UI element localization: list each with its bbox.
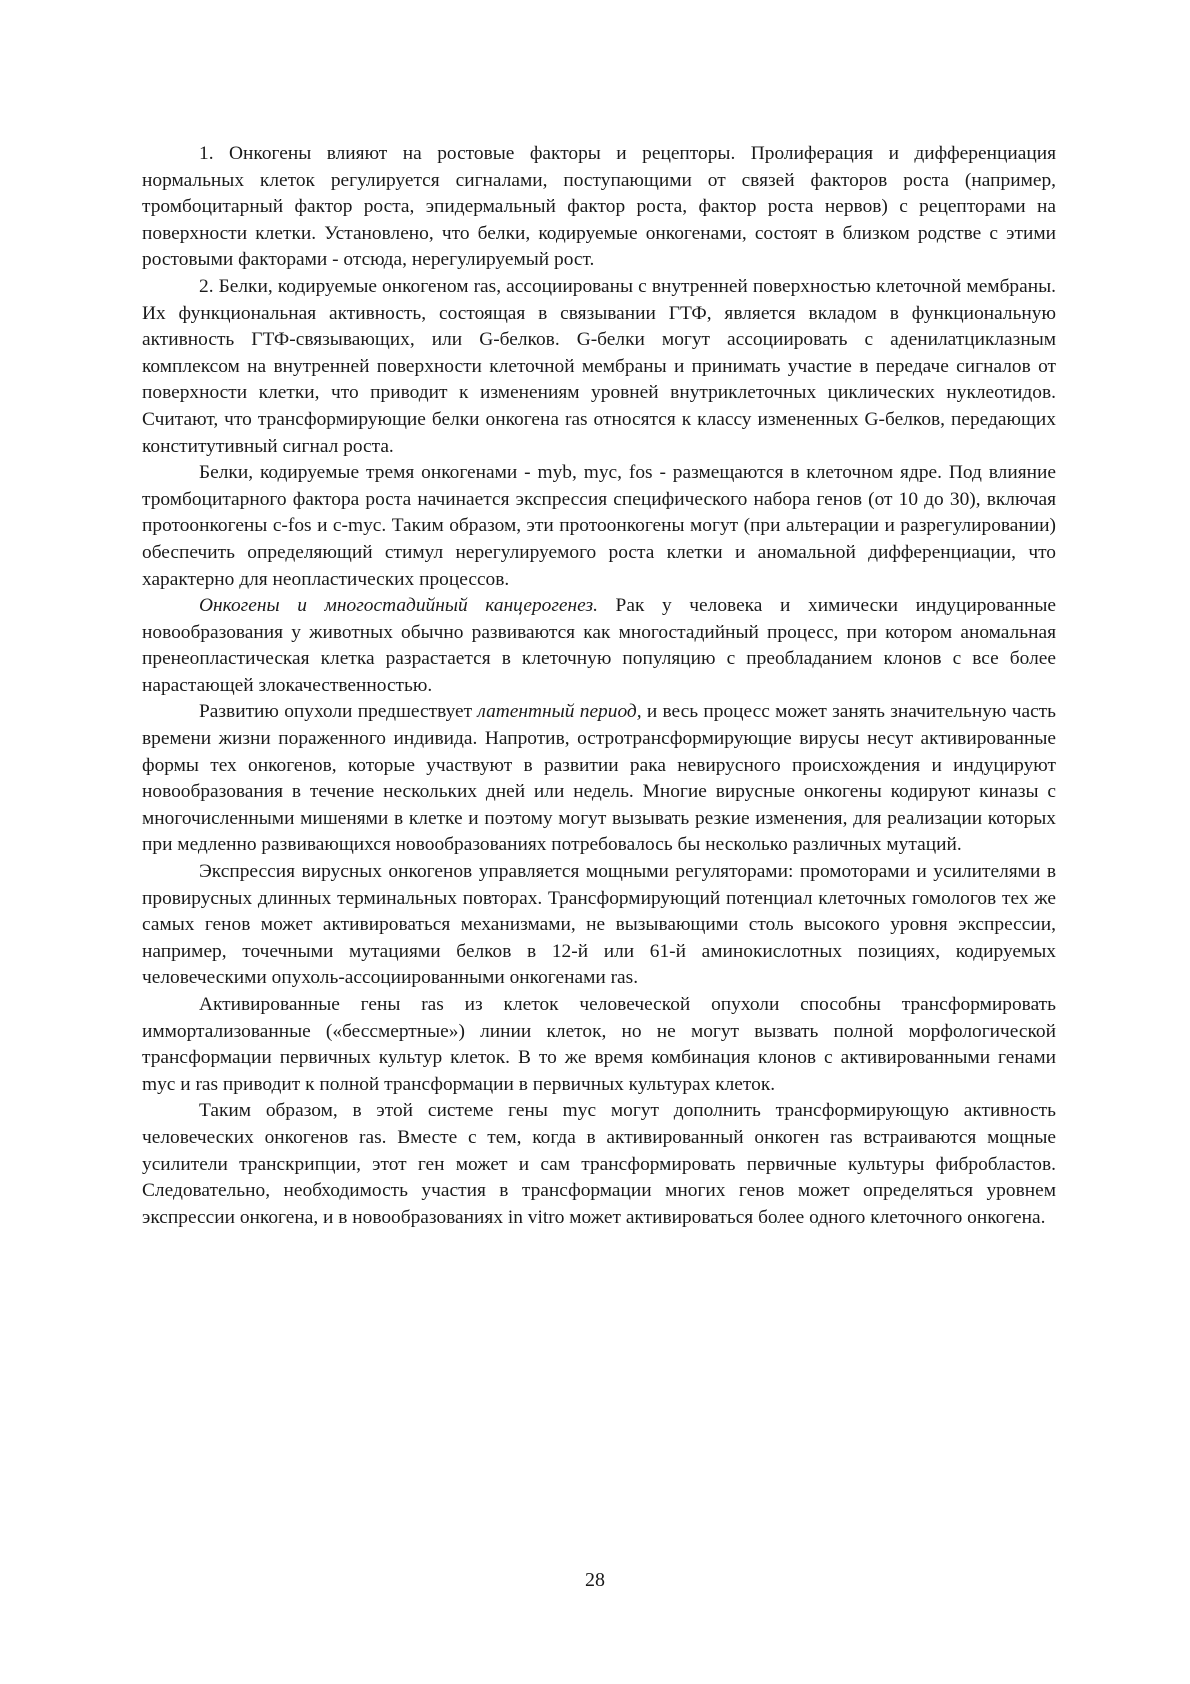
paragraph-6 bbox=[142, 859, 1056, 992]
page-number: 28 bbox=[585, 1569, 605, 1591]
paragraph-3 bbox=[142, 460, 1056, 593]
paragraph-4 bbox=[142, 593, 1056, 699]
paragraph-text: и весь процесс может занять значительную часть времени жизни пораженного индивида. Напротив, остротрансформирующие вирусы несут активированные формы тех онкогенов, которые участвуют в развитии рака невирусного происхождения и индуцируют новообразования в течение нескольких дней или недель. Многие вирусные онкогены кодируют киназы с многочисленными мишенями в клетке и поэтому могут вызывать резкие изменения, для реализации которых при медленно развивающихся новообразованиях потребовалось бы несколько различных мутаций. bbox=[142, 701, 1056, 856]
paragraph-text: 1. Онкогены влияют на ростовые факторы и рецепторы. Пролиферация и дифференциация нормальных клеток регулируется сигналами, поступающими от связей факторов роста (например, тромбоцитарный фактор роста, эпидермальный фактор роста, фактор роста нервов) с рецепторами на поверхности клетки. Установлено, что белки, кодируемые онкогенами, состоят в близком родстве с этими ростовыми факторами - отсюда, нерегулируемый рост. bbox=[142, 143, 1056, 271]
paragraph-text: 2. Белки, кодируемые онкогеном ras, ассоциированы с внутренней поверхностью клеточной мембраны. Их функциональная активность, состоящая в связывании ГТФ, является вкладом в функциональную активность ГТФ-связывающих, или G-белков. G-белки могут ассоциировать с аденилатциклазным комплексом на внутренней поверхности клеточной мембраны и принимать участие в передаче сигналов от поверхности клетки, что приводит к изменениям уровней внутриклеточных циклических нуклеотидов. Считают, что трансформирующие белки онкогена ras относятся к классу измененных G-белков, передающих конститутивный сигнал роста. bbox=[142, 275, 1056, 457]
paragraph-7 bbox=[142, 992, 1056, 1098]
body-text bbox=[142, 141, 1056, 1231]
paragraph-text: Экспрессия вирусных онкогенов управляется мощными регуляторами: промоторами и усилителями в провирусных длинных терминальных повторах. Трансформирующий потенциал клеточных гомологов тех же самых генов может активироваться механизмами, не вызывающими столь высокого уровня экспрессии, например, точечными мутациями белков в 12-й или 61-й аминокислотных позициях, кодируемых человеческими опухоль-ассоциированными онкогенами ras. bbox=[142, 861, 1056, 989]
paragraph-text: Развитию опухоли предшествует bbox=[199, 701, 478, 723]
paragraph-5 bbox=[142, 699, 1056, 859]
paragraph-2 bbox=[142, 274, 1056, 460]
paragraph-text: Таким образом, в этой системе гены myc могут дополнить трансформирующую активность человеческих онкогенов ras. Вместе с тем, когда в активированный онкоген ras встраиваются мощные усилители транскрипции, этот ген может и сам трансформировать первичные культуры фибробластов. Следовательно, необходимость участия в трансформации многих генов может определяться уровнем экспрессии онкогена, и в новообразованиях in vitro может активироваться более одного клеточного онкогена. bbox=[142, 1100, 1056, 1228]
paragraph-text: Активированные гены ras из клеток человеческой опухоли способны трансформировать иммортализованные («бессмертные») линии клеток, но не могут вызвать полной морфологической трансформации первичных культур клеток. В то же время комбинация клонов с активированными генами myc и ras приводит к полной трансформации в первичных культурах клеток. bbox=[142, 994, 1056, 1095]
paragraph-8 bbox=[142, 1098, 1056, 1231]
italic-term: латентный период, bbox=[477, 701, 642, 723]
section-heading-italic: Онкогены и многостадийный канцерогенез. bbox=[199, 595, 598, 617]
paragraph-text: Белки, кодируемые тремя онкогенами - myb, myc, fos - размещаются в клеточном ядре. Под влияние тромбоцитарного фактора роста начинается экспрессия специфического набора генов (от 10 до 30), включая протоонкогены c-fos и c-myc. Таким образом, эти протоонкогены могут (при альтерации и разрегулировании) обеспечить определяющий стимул нерегулируемого роста клетки и аномальной дифференциации, что характерно для неопластических процессов. bbox=[142, 462, 1056, 590]
paragraph-text: Рак у человека и химически индуцированные новообразования у животных обычно развиваются как многостадийный процесс, при котором аномальная пренеопластическая клетка разрастается в клеточную популяцию с преобладанием клонов с все более нарастающей злокачественностью. bbox=[142, 595, 1056, 696]
paragraph-1 bbox=[142, 141, 1056, 274]
